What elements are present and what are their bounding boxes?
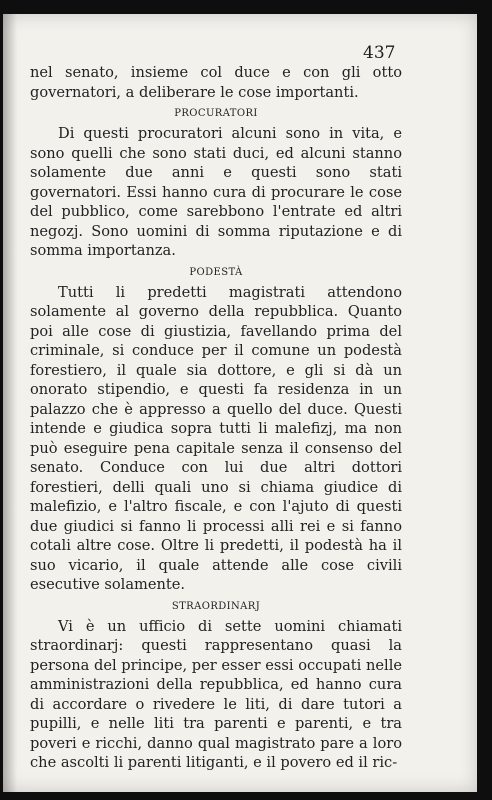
spine-shadow — [3, 14, 17, 792]
continuation-paragraph: nel senato, insieme col duce e con gli otto governatori, a deliberare le cose importanti. — [30, 64, 402, 101]
section-heading-podesta: PODESTÀ — [189, 266, 243, 278]
section-heading-straordinarj: STRAORDINARJ — [171, 600, 261, 612]
page-number: 437 — [363, 43, 396, 63]
section-paragraph-procuratori: Di questi procuratori alcuni sono in vita, e sono quelli che sono stati duci, ed alcuni stanno solamente due anni e questi sono stati governatori. Essi hanno cura di procurare le cose del pubblico, come sarebbono l'entrate ed altri negozj. Sono uomini di somma riputazione e di somma importanza. — [30, 125, 402, 259]
section-heading-procuratori: PROCURATORI — [174, 108, 258, 119]
section-paragraph-podesta: Tutti li predetti magistrati attendono solamente al governo della repubblica. Quanto poi alle cose di giustizia, favellando prima del criminale, si conduce per il comune un podestà forestiero, il quale sia dottore, e gli si dà un onorato stipendio, e questi fa residenza in un palazzo che è appresso a quello del duce. Questi intende e giudica sopra tutti li malefizj, ma non può eseguire pena capitale senza il consenso del senato. Conduce con lui due altri dottori forestieri, delli quali uno si chiama giudice di malefizio, e l'altro fiscale, e con l'ajuto di questi due giudici si fanno li processi alli rei e si fanno cotali altre cose. Oltre li predetti, il podestà ha il suo vicario, il quale attende alle cose civili esecutive solamente. — [30, 283, 402, 593]
section-paragraph-straordinarj: Vi è un ufficio di sette uomini chiamati straordinarj: questi rappresentano quasi la persona del principe, per esser essi occupati nelle amministrazioni della repubblica, ed hanno cura di accordare o rivedere le liti, di dare tutori a pupilli, e nelle liti tra parenti e parenti, e tra poveri e ricchi, danno qual magistrato pare a loro che ascolti li parenti litiganti, e il povero ed il ric- — [30, 617, 402, 771]
page-text — [30, 63, 402, 773]
